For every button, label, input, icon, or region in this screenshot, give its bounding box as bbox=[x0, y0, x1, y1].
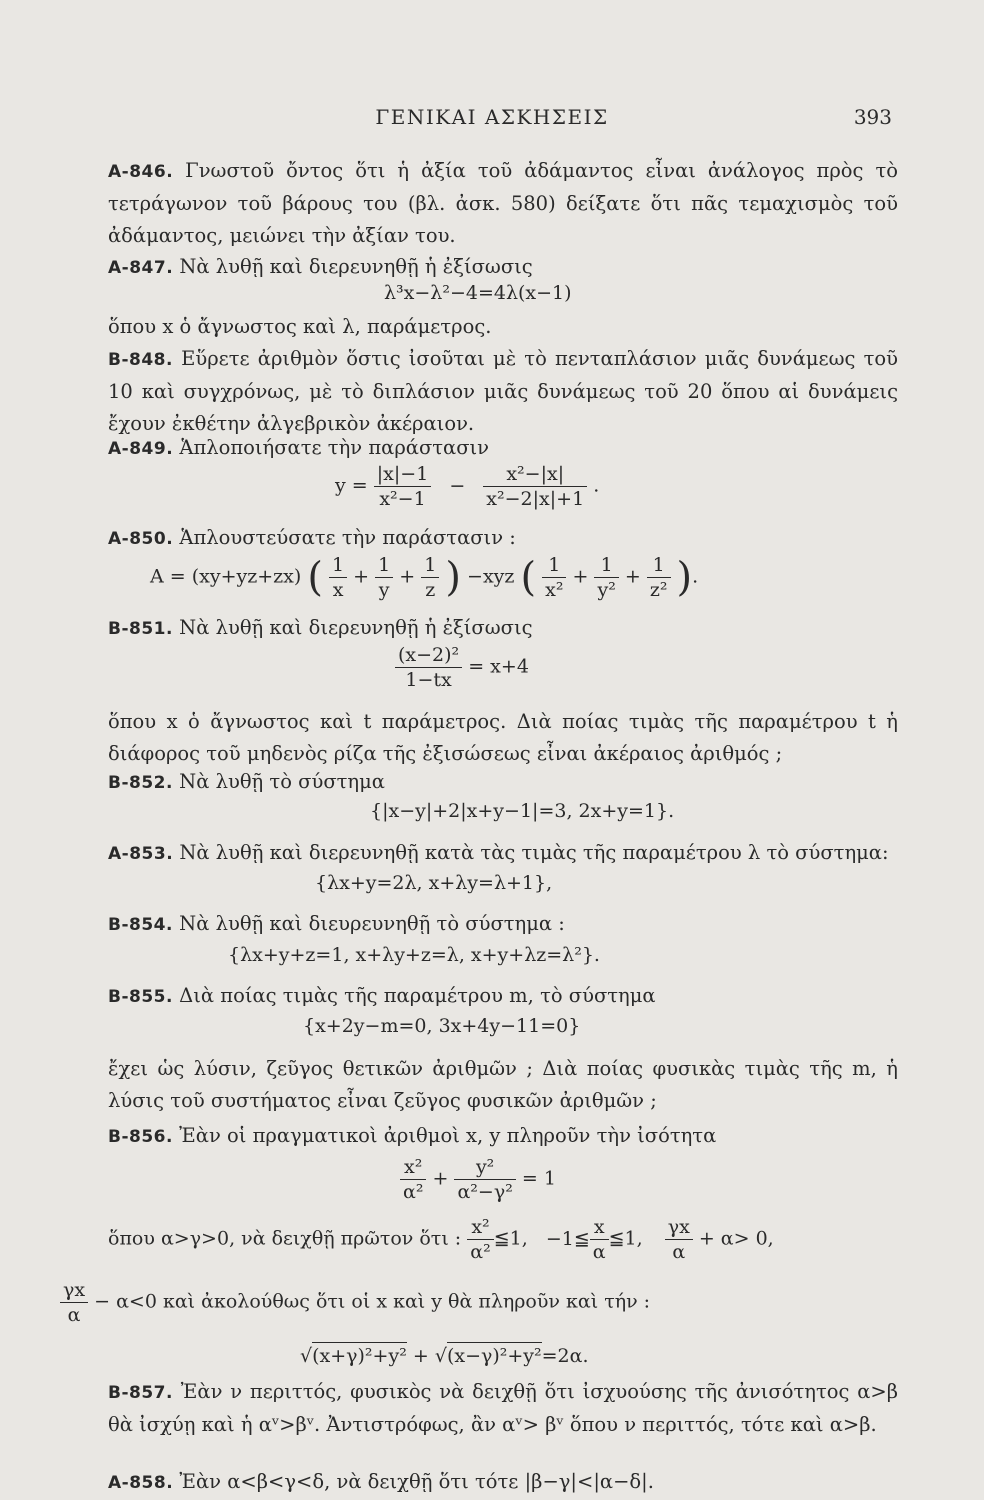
paren-close: ) bbox=[445, 554, 461, 601]
sqrt-sign: √ bbox=[434, 1345, 447, 1367]
exercise-label: A-847. bbox=[108, 258, 174, 278]
exercise-text: Εὕρετε ἀριθμὸν ὅστις ἰσοῦται μὲ τὸ πενταπλάσιον μιᾶς δυνάμεως τοῦ 10 καὶ συγχρόνως, μὲ τὸ διπλάσιον μιᾶς δυνάμεως τοῦ 20 ὅπου αἱ δυνάμεις ἔχουν ἐκθέτην ἀλγεβρικὸν ἀκέραιον. bbox=[108, 347, 899, 435]
exercise-text: Ἁπλουστεύσατε τὴν παράστασιν : bbox=[179, 526, 516, 549]
exercise-text-after: ὅπου x ὁ ἄγνωστος καὶ t παράμετρος. Διὰ ποίας τιμὰς τῆς παραμέτρου t ἡ διάφορος τοῦ μηδενὸς ρίζα τῆς ἐξισώσεως εἶναι ἀκέραιος ἀριθμός ; bbox=[108, 710, 898, 765]
numerator: 1 bbox=[647, 553, 671, 578]
exercise-852 bbox=[108, 766, 898, 799]
denominator: α bbox=[67, 1304, 81, 1326]
numerator: x bbox=[590, 1215, 609, 1240]
exercise-850 bbox=[108, 522, 898, 555]
fraction bbox=[395, 643, 462, 692]
inequality: ≦1, bbox=[608, 1227, 643, 1250]
period: . bbox=[692, 565, 699, 588]
numerator: x² bbox=[400, 1155, 426, 1180]
exercise-label: B-857. bbox=[108, 1383, 173, 1403]
exercise-label: B-848. bbox=[108, 350, 173, 370]
condition-line-2 bbox=[60, 1278, 650, 1327]
radical-equation bbox=[300, 1345, 589, 1367]
denominator: α² bbox=[470, 1241, 491, 1263]
condition-text: − α<0 καὶ ἀκολούθως ὅτι οἱ x καὶ y θὰ πληροῦν καὶ τήν : bbox=[94, 1290, 651, 1313]
inequality: + α> 0, bbox=[698, 1227, 774, 1250]
exercise-853 bbox=[108, 837, 898, 870]
numerator: (x−2)² bbox=[395, 643, 462, 668]
sqrt-sign: √ bbox=[300, 1345, 313, 1367]
radicand: (x−γ)²+y² bbox=[447, 1342, 542, 1367]
equation: {λx+y=2λ, x+λy=λ+1}, bbox=[315, 872, 553, 894]
exercise-text-after: ἔχει ὡς λύσιν, ζεῦγος θετικῶν ἀριθμῶν ; Διὰ ποίας φυσικὰς τιμὰς τῆς m, ἡ λύσις τοῦ συστήματος εἶναι ζεῦγος φυσικῶν ἀριθμῶν ; bbox=[108, 1057, 898, 1112]
equation: λ³x−λ²−4=4λ(x−1) bbox=[384, 282, 572, 304]
denominator: x²−2|x|+1 bbox=[486, 488, 585, 510]
denominator: x²−1 bbox=[379, 488, 426, 510]
equation: {|x−y|+2|x+y−1|=3, 2x+y=1}. bbox=[370, 800, 675, 822]
middle-term: −xyz bbox=[467, 565, 515, 588]
denominator: y² bbox=[597, 579, 616, 601]
equation-856 bbox=[400, 1155, 556, 1204]
fraction bbox=[594, 553, 618, 602]
equation: {λx+y+z=1, x+λy+z=λ, x+y+λz=λ²}. bbox=[228, 944, 600, 966]
numerator: |x|−1 bbox=[374, 462, 432, 487]
fraction bbox=[483, 462, 587, 511]
exercise-label: B-852. bbox=[108, 773, 173, 793]
fraction bbox=[421, 553, 439, 602]
numerator: 1 bbox=[542, 553, 566, 578]
exercise-label: B-856. bbox=[108, 1127, 173, 1147]
numerator: x² bbox=[467, 1215, 493, 1240]
exercise-label: A-858. bbox=[108, 1473, 174, 1493]
denominator: α²−γ² bbox=[457, 1181, 513, 1203]
radicand: (x+γ)²+y² bbox=[312, 1342, 407, 1367]
exercise-846 bbox=[108, 155, 898, 252]
exercise-857 bbox=[108, 1376, 898, 1441]
paren-close: ) bbox=[676, 554, 693, 601]
fraction bbox=[374, 462, 432, 511]
expression-850 bbox=[150, 553, 698, 602]
page-number: 393 bbox=[853, 105, 892, 129]
exercise-text: Νὰ λυθῇ καὶ διευρευνηθῇ τὸ σύστημα : bbox=[179, 912, 565, 935]
fraction bbox=[60, 1278, 88, 1327]
inequality: ≦1, bbox=[493, 1227, 528, 1250]
rhs: = x+4 bbox=[468, 655, 529, 678]
numerator: 1 bbox=[375, 553, 393, 578]
exercise-847 bbox=[108, 251, 898, 284]
running-header: ΓΕΝΙΚΑΙ ΑΣΚΗΣΕΙΣ bbox=[375, 105, 609, 129]
exercise-849 bbox=[108, 432, 898, 465]
operator: + bbox=[624, 565, 641, 588]
equation: {x+2y−m=0, 3x+4y−11=0} bbox=[303, 1015, 581, 1037]
exercise-text: Νὰ λυθῇ τὸ σύστημα bbox=[179, 770, 385, 793]
denominator: α bbox=[672, 1241, 686, 1263]
paren-open: ( bbox=[307, 554, 323, 601]
exercise-label: A-846. bbox=[108, 162, 174, 182]
lhs: A = (xy+yz+zx) bbox=[150, 565, 302, 588]
fraction bbox=[647, 553, 671, 602]
denominator: α bbox=[592, 1241, 606, 1263]
exercise-text: Νὰ λυθῇ καὶ διερευνηθῇ κατὰ τὰς τιμὰς τῆς παραμέτρου λ τὸ σύστημα: bbox=[179, 841, 889, 864]
exercise-text: Ἐὰν α<β<γ<δ, νὰ δειχθῇ ὅτι τότε |β−γ|<|α−δ|. bbox=[179, 1470, 654, 1493]
exercise-855 bbox=[108, 980, 898, 1013]
exercise-text: Νὰ λυθῇ καὶ διερευνηθῇ ἡ ἐξίσωσις bbox=[179, 616, 533, 639]
exercise-label: B-851. bbox=[108, 619, 173, 639]
denominator: x² bbox=[545, 579, 564, 601]
denominator: z bbox=[425, 579, 436, 601]
exercise-856 bbox=[108, 1120, 898, 1153]
fraction bbox=[590, 1215, 609, 1264]
exercise-text: Διὰ ποίας τιμὰς τῆς παραμέτρου m, τὸ σύστημα bbox=[179, 984, 656, 1007]
numerator: x²−|x| bbox=[483, 462, 587, 487]
equation-851 bbox=[395, 643, 529, 692]
denominator: x bbox=[332, 579, 344, 601]
operator: + bbox=[353, 565, 370, 588]
y-eq: y = bbox=[335, 474, 368, 497]
operator: + bbox=[572, 565, 589, 588]
fraction bbox=[329, 553, 347, 602]
rhs: = 1 bbox=[521, 1167, 556, 1190]
exercise-text: Ἐὰν ν περιττός, φυσικὸς νὰ δειχθῇ ὅτι ἰσχυούσης τῆς ἀνισότητος α>β θὰ ἰσχύῃ καὶ ἡ αᵛ>βᵛ. Ἀντιστρόφως, ἂν αᵛ> βᵛ ὅπου ν περιττός, τότε καὶ α>β. bbox=[108, 1380, 898, 1436]
numerator: 1 bbox=[421, 553, 439, 578]
fraction bbox=[542, 553, 566, 602]
denominator: y bbox=[378, 579, 390, 601]
operator: + bbox=[432, 1167, 449, 1190]
numerator: y² bbox=[454, 1155, 515, 1180]
operator: − bbox=[449, 474, 466, 497]
fraction bbox=[467, 1215, 493, 1264]
exercise-label: A-850. bbox=[108, 529, 174, 549]
exercise-851 bbox=[108, 612, 898, 645]
exercise-858 bbox=[108, 1466, 898, 1499]
numerator: γx bbox=[60, 1278, 88, 1303]
period: . bbox=[593, 474, 600, 497]
inequality: −1≦ bbox=[545, 1227, 590, 1250]
fraction-expression bbox=[335, 462, 599, 511]
exercise-text: Γνωστοῦ ὄντος ὅτι ἡ ἀξία τοῦ ἀδάμαντος εἶναι ἀνάλογος πρὸς τὸ τετράγωνον τοῦ βάρους του (βλ. ἀσκ. 580) δείξατε ὅτι πᾶς τεμαχισμὸς τοῦ ἀδάμαντος, μειώνει τὴν ἀξίαν του. bbox=[108, 159, 898, 247]
exercise-label: B-855. bbox=[108, 987, 173, 1007]
fraction bbox=[400, 1155, 426, 1204]
exercise-848 bbox=[108, 343, 898, 440]
rhs: =2α. bbox=[541, 1345, 589, 1367]
exercise-text: Ἐὰν οἱ πραγματικοὶ ἀριθμοὶ x, y πληροῦν τὴν ἰσότητα bbox=[179, 1124, 717, 1147]
paren-open: ( bbox=[520, 554, 537, 601]
exercise-854 bbox=[108, 908, 898, 941]
fraction bbox=[454, 1155, 515, 1204]
operator: + bbox=[399, 565, 416, 588]
exercise-text-after: ὅπου x ὁ ἄγνωστος καὶ λ, παράμετρος. bbox=[108, 315, 492, 338]
exercise-label: A-849. bbox=[108, 439, 174, 459]
condition-line bbox=[108, 1215, 898, 1264]
fraction bbox=[375, 553, 393, 602]
exercise-text: Ἁπλοποιήσατε τὴν παράστασιν bbox=[179, 436, 490, 459]
denominator: α² bbox=[403, 1181, 424, 1203]
exercise-label: B-854. bbox=[108, 915, 173, 935]
fraction bbox=[649, 1215, 693, 1264]
exercise-text: Νὰ λυθῇ καὶ διερευνηθῇ ἡ ἐξίσωσις bbox=[179, 255, 533, 278]
numerator: 1 bbox=[594, 553, 618, 578]
denominator: z² bbox=[649, 579, 668, 601]
numerator: 1 bbox=[329, 553, 347, 578]
denominator: 1−tx bbox=[405, 669, 452, 691]
numerator: γx bbox=[665, 1215, 693, 1240]
operator: + bbox=[412, 1345, 429, 1367]
exercise-label: A-853. bbox=[108, 844, 174, 864]
condition-text: ὅπου α>γ>0, νὰ δειχθῇ πρῶτον ὅτι : bbox=[108, 1227, 462, 1250]
